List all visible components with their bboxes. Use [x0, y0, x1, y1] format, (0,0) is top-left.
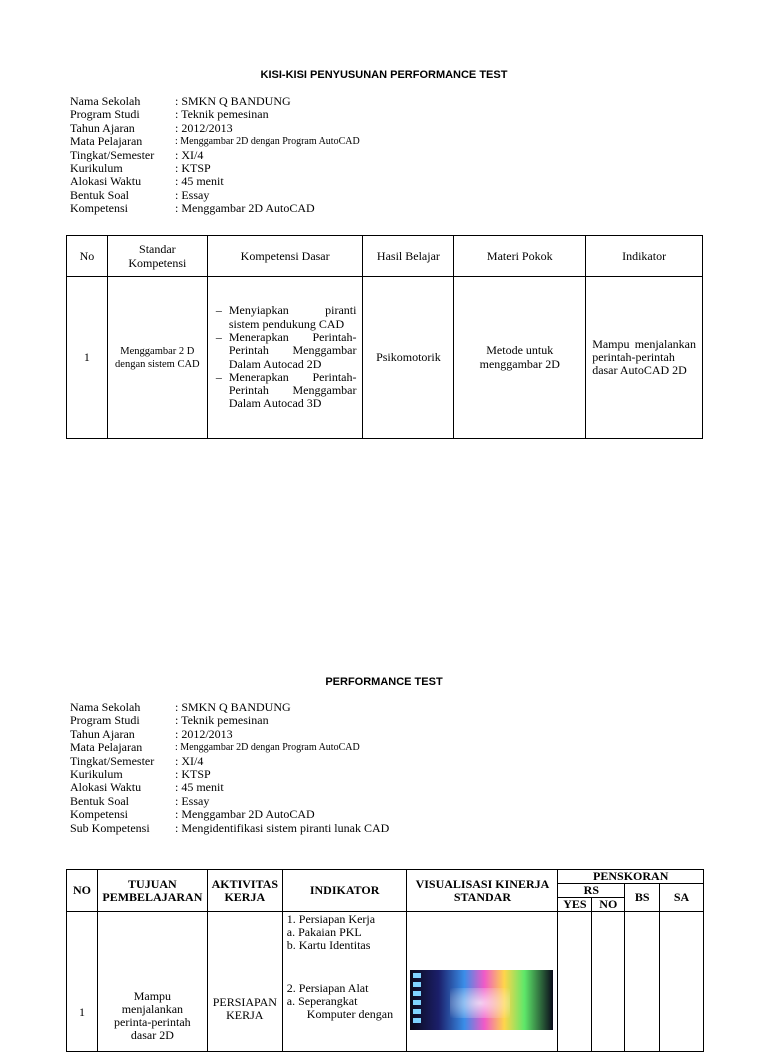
header-no-score: NO	[592, 898, 625, 912]
list-item: a. Pakaian PKL	[286, 925, 362, 939]
cell-visualisasi	[407, 912, 558, 1052]
doc-title-kisi-kisi: KISI-KISI PENYUSUNAN PERFORMANCE TEST	[260, 69, 508, 81]
header-sa: SA	[660, 884, 704, 912]
header-visualisasi: VISUALISASI KINERJA STANDAR	[407, 870, 558, 912]
cell-no-score	[592, 912, 625, 1052]
header-bs: BS	[625, 884, 660, 912]
table-header-row	[67, 236, 703, 277]
list-item: Komputer dengan	[306, 1007, 394, 1021]
info-row: Kurikulum : KTSP	[70, 161, 211, 176]
info-row: Program Studi : Teknik pemesinan	[70, 713, 269, 728]
cell-tujuan: Mampu menjalankan perinta-perintah dasar 2D	[97, 912, 207, 1052]
header-materi-pokok: Materi Pokok	[454, 236, 586, 277]
info-block-2	[70, 701, 389, 835]
info-row: Bentuk Soal : Essay	[70, 187, 210, 202]
header-tujuan: TUJUAN PEMBELAJARAN	[97, 870, 207, 912]
header-indikator: Indikator	[586, 236, 703, 277]
list-item: – Menerapkan Perintah-Perintah Menggambar Dalam Autocad 2D	[216, 331, 357, 371]
list-item: 2. Persiapan Alat	[286, 981, 369, 995]
header-aktivitas: AKTIVITAS KERJA	[207, 870, 282, 912]
cell-bs	[625, 912, 660, 1052]
info-row: Kompetensi : Menggambar 2D AutoCAD	[70, 201, 315, 216]
cell-aktivitas: PERSIAPAN KERJA	[207, 912, 282, 1052]
info-row: Alokasi Waktu : 45 menit	[70, 780, 224, 795]
header-yes: YES	[558, 898, 592, 912]
table-row	[67, 277, 703, 439]
list-item: b. Kartu Identitas	[286, 938, 371, 952]
desktop-icons	[413, 973, 421, 1023]
info-row: Nama Sekolah : SMKN Q BANDUNG	[70, 94, 291, 108]
header-indikator: INDIKATOR	[282, 870, 407, 912]
info-row: Tahun Ajaran : 2012/2013	[70, 726, 233, 741]
info-row: Alokasi Waktu : 45 menit	[70, 174, 224, 189]
info-row: Tingkat/Semester : XI/4	[70, 147, 204, 162]
cell-indikator: Mampu menjalankan perintah-perintah dasar AutoCAD 2D	[586, 277, 703, 439]
cell-no: 1	[67, 277, 108, 439]
info-row: Mata Pelajaran : Menggambar 2D dengan Program AutoCAD	[70, 134, 360, 149]
list-item: – Menerapkan Perintah-Perintah Menggambar Dalam Autocad 3D	[216, 371, 357, 411]
header-standar-kompetensi: Standar Kompetensi	[107, 236, 207, 277]
table-header-row	[67, 870, 704, 884]
doc-title-performance-test: PERFORMANCE TEST	[325, 676, 443, 688]
list-item: 1. Persiapan Kerja	[286, 912, 376, 926]
info-row: Program Studi : Teknik pemesinan	[70, 107, 269, 122]
info-row: Kompetensi : Menggambar 2D AutoCAD	[70, 807, 315, 822]
header-kompetensi-dasar: Kompetensi Dasar	[207, 236, 363, 277]
cell-hasil-belajar: Psikomotorik	[363, 277, 454, 439]
cell-indikator	[282, 912, 407, 1052]
cell-no: 1	[67, 912, 98, 1052]
info-row: Tahun Ajaran : 2012/2013	[70, 120, 233, 135]
header-no: No	[67, 236, 108, 277]
info-row: Nama Sekolah : SMKN Q BANDUNG	[70, 700, 291, 714]
cell-standar: Menggambar 2 D dengan sistem CAD	[107, 277, 207, 439]
info-row: Tingkat/Semester : XI/4	[70, 753, 204, 768]
header-penskoran: PENSKORAN	[558, 870, 704, 884]
info-row: Kurikulum : KTSP	[70, 767, 211, 782]
cell-materi-pokok: Metode untuk menggambar 2D	[454, 277, 586, 439]
info-row: Sub Kompetensi : Mengidentifikasi sistem piranti lunak CAD	[70, 820, 390, 835]
desktop-screenshot-image	[410, 970, 553, 1030]
performance-test-table	[66, 869, 704, 1052]
kisi-kisi-table	[66, 235, 703, 439]
info-block-1	[70, 95, 360, 216]
wallpaper-glow	[450, 988, 510, 1018]
list-item: a. Seperangkat	[286, 994, 358, 1008]
cell-yes	[558, 912, 592, 1052]
header-rs: RS	[558, 884, 625, 898]
cell-sa	[660, 912, 704, 1052]
info-row: Bentuk Soal : Essay	[70, 793, 210, 808]
info-row: Mata Pelajaran : Menggambar 2D dengan Program AutoCAD	[70, 740, 360, 755]
list-item: – Menyiapkan piranti sistem pendukung CAD	[216, 304, 357, 331]
cell-kompetensi-dasar	[207, 277, 363, 439]
header-hasil-belajar: Hasil Belajar	[363, 236, 454, 277]
header-no: NO	[67, 870, 98, 912]
table-row	[67, 912, 704, 1052]
